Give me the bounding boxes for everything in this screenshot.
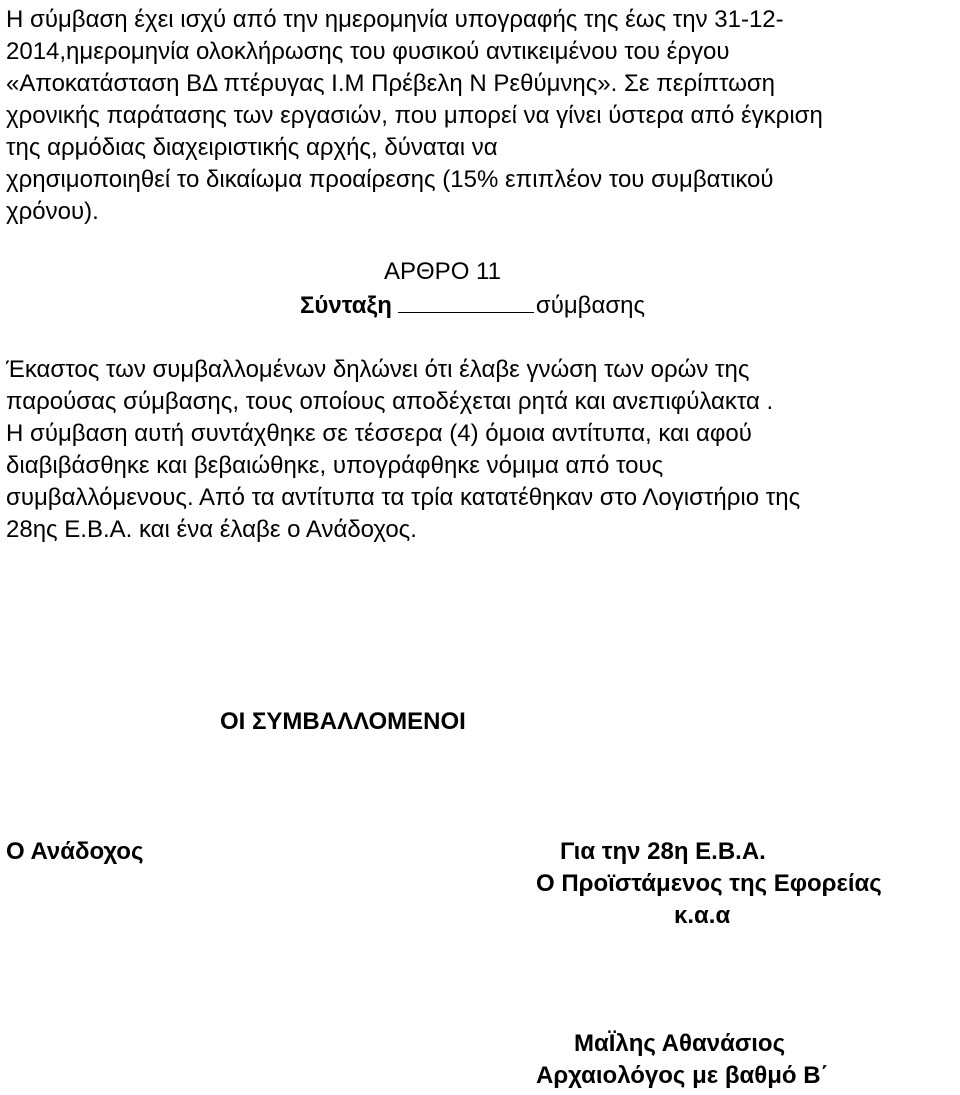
paragraph-1-line: «Αποκατάσταση ΒΔ πτέρυγας Ι.Μ Πρέβελη Ν Ρεθύμνης». Σε περίπτωση (6, 70, 776, 97)
paragraph-2-line: συμβαλλόμενους. Από τα αντίτυπα τα τρία κατατέθηκαν στο Λογιστήριο της (6, 484, 801, 511)
paragraph-2-line: 28ης Ε.Β.Α. και ένα έλαβε ο Ανάδοχος. (6, 516, 417, 543)
paragraph-2-line: Η σύμβαση αυτή συντάχθηκε σε τέσσερα (4) όμοια αντίτυπα, και αφού (6, 420, 752, 447)
authority-line-1: Για την 28η Ε.Β.Α. (560, 838, 766, 865)
paragraph-2-line: διαβιβάσθηκε και βεβαιώθηκε, υπογράφθηκε νόμιμα από τους (6, 452, 664, 479)
paragraph-2-line: Έκαστος των συμβαλλομένων δηλώνει ότι έλαβε γνώση των ορών της (6, 356, 750, 383)
paragraph-2-line: παρούσας σύμβασης, τους οποίους αποδέχεται ρητά και ανεπιφύλακτα . (6, 388, 774, 415)
paragraph-1-line: 2014,ημερομηνία ολοκλήρωσης του φυσικού αντικειμένου του έργου (6, 38, 730, 65)
paragraph-1-line: χρησιμοποιηθεί το δικαίωμα προαίρεσης (15% επιπλέον του συμβατικού (6, 166, 774, 193)
contractor-label: Ο Ανάδοχος (6, 838, 144, 865)
paragraph-1-line: χρονικής παράτασης των εργασιών, που μπορεί να γίνει ύστερα από έγκριση (6, 102, 823, 129)
article-subtitle (300, 290, 645, 322)
blank-underline (398, 290, 534, 313)
paragraph-1-line: Η σύμβαση έχει ισχύ από την ημερομηνία υπογραφής της έως την 31-12- (6, 6, 784, 33)
paragraph-1-line: χρόνου). (6, 198, 99, 225)
article-title: ΑΡΘΡΟ 11 (384, 258, 501, 285)
authority-line-3: κ.α.α (674, 902, 731, 929)
authority-line-2: Ο Προϊστάμενος της Εφορείας (536, 870, 882, 897)
article-subtitle-right: σύμβασης (535, 292, 646, 319)
signer-name: ΜαΪλης Αθανάσιος (574, 1030, 786, 1057)
signatures-heading: ΟΙ ΣΥΜΒΑΛΛΟΜΕΝΟΙ (220, 708, 466, 735)
signer-title: Αρχαιολόγος με βαθμό Β΄ (536, 1062, 829, 1089)
article-subtitle-left: Σύνταξη (300, 292, 392, 319)
paragraph-1-line: της αρμόδιας διαχειριστικής αρχής, δύναται να (6, 134, 498, 161)
